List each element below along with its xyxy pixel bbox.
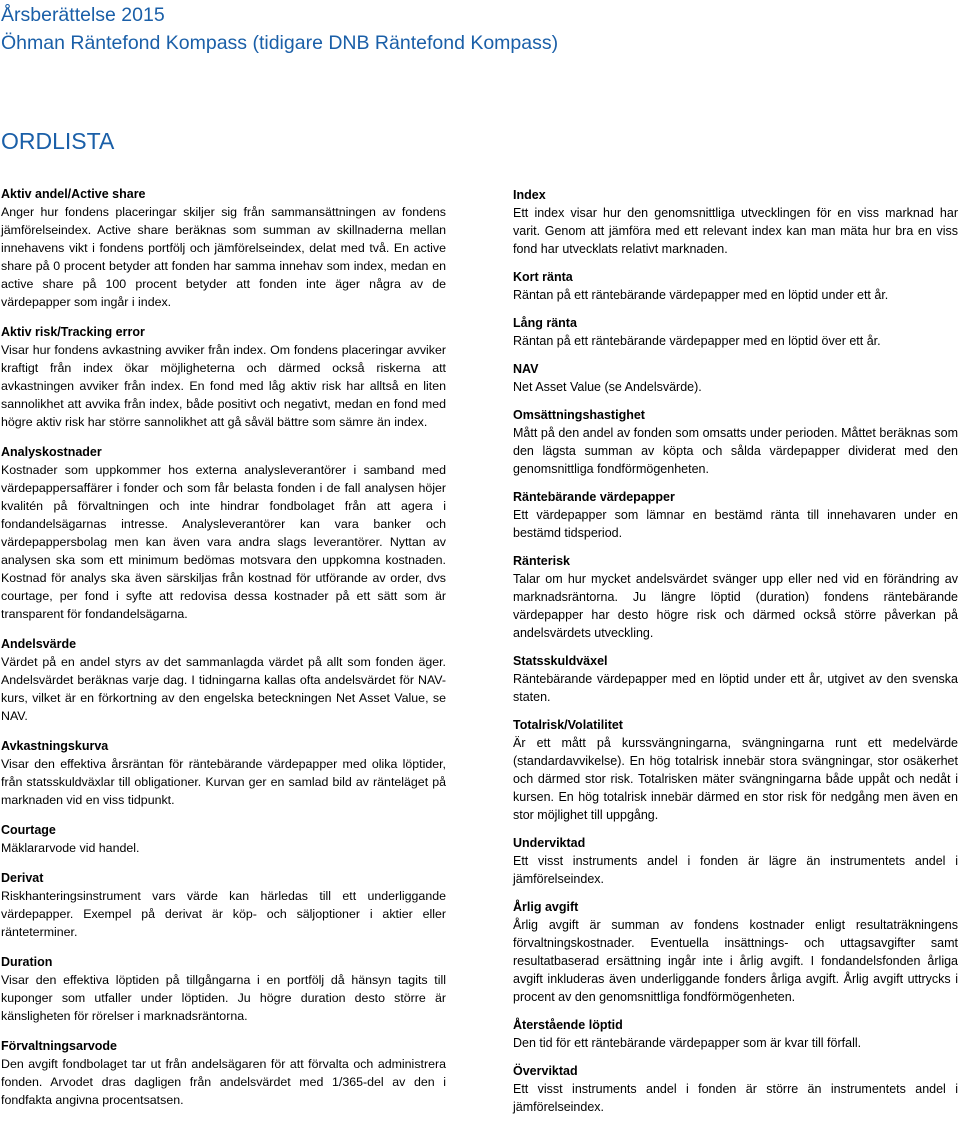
glossary-term: Omsättningshastighet <box>513 408 645 422</box>
glossary-term: Överviktad <box>513 1064 578 1078</box>
glossary-entry <box>1 869 446 941</box>
glossary-entry <box>513 186 958 258</box>
glossary-entry <box>1 185 446 311</box>
glossary-term: Totalrisk/Volatilitet <box>513 718 623 732</box>
glossary-entry <box>1 737 446 809</box>
glossary-entry <box>1 443 446 623</box>
glossary-definition: Ett visst instruments andel i fonden är större än instrumentets andel i jämförelseindex. <box>513 1082 958 1114</box>
glossary-definition: Anger hur fondens placeringar skiljer sig från sammansättningen av fondens jämförelseindex. Active share beräknas som summan av skillnaderna mellan innehavens vikt i fondens portfölj och jämförelseindex, delat med två. En active share på 0 procent betyder att fonden har samma innehav som index, medan en active share på 100 procent betyder att fonden inte äger några av de värdepapper som ingår i index. <box>1 205 446 309</box>
section-title: ORDLISTA <box>1 128 115 154</box>
glossary-entry <box>513 1016 958 1052</box>
glossary-entry <box>513 1062 958 1116</box>
glossary-definition: Kostnader som uppkommer hos externa analysleverantörer i samband med värdepappersaffärer i fonder och som får belasta fonden i de fall analysen höjer kvalitén på förvaltningen och inte hindrar fondbolaget från att agera i fondandelsägarnas intresse. Analysleverantörer kan vara banker och värdepappersbolag men kan även vara andra slags leverantörer. Nyttan av analysen ska som ett minimum bedömas motsvara den uppkomna kostnaden. Kostnad för analys ska även särskiljas från kostnad för utförande av order, dvs courtage, per fond i syfte att redovisa dessa kostnader på ett sätt som är transparent för fondandelsägarna. <box>1 463 446 621</box>
glossary-term: Statsskuldväxel <box>513 654 608 668</box>
glossary-term: NAV <box>513 362 539 376</box>
glossary-entry <box>513 716 958 824</box>
fund-name: Öhman Räntefond Kompass (tidigare DNB Räntefond Kompass) <box>1 32 559 54</box>
glossary-entry <box>513 898 958 1006</box>
glossary-term: Underviktad <box>513 836 586 850</box>
document-header <box>1 4 558 54</box>
glossary-entry <box>513 268 958 304</box>
glossary-left-column <box>1 185 446 1109</box>
glossary-definition: Riskhanteringsinstrument vars värde kan härledas till ett underliggande värdepapper. Exempel på derivat är köp- och säljoptioner i aktier eller ränteterminer. <box>1 889 446 939</box>
glossary-definition: Den tid för ett räntebärande värdepapper som är kvar till förfall. <box>513 1036 862 1050</box>
glossary-term: Ränterisk <box>513 554 570 568</box>
glossary-entry <box>1 953 446 1025</box>
glossary-term: Avkastningskurva <box>1 739 109 753</box>
glossary-definition: Ett index visar hur den genomsnittliga utvecklingen för en viss marknad har varit. Genom att jämföra med ett relevant index kan man mäta hur bra en viss fond har utvecklats relativt marknaden. <box>513 206 958 256</box>
glossary-definition: Räntebärande värdepapper med en löptid under ett år, utgivet av den svenska staten. <box>513 672 958 704</box>
glossary-definition: Är ett mått på kurssvängningarna, svängningarna runt ett medelvärde (standardavvikelse). En hög totalrisk innebär stora svängningar, stor osäkerhet och därmed stor risk. Totalrisken mäter svängningarna både uppåt och nedåt i kursen. En hög totalrisk innebär därmed en stor risk för nedgång men även en stor möjlighet till uppgång. <box>513 736 958 822</box>
glossary-term: Andelsvärde <box>1 637 77 651</box>
glossary-entry <box>1 1037 446 1109</box>
glossary-entry <box>513 552 958 642</box>
glossary-term: Förvaltningsarvode <box>1 1039 117 1053</box>
glossary-entry <box>1 635 446 725</box>
glossary-definition: Räntan på ett räntebärande värdepapper med en löptid under ett år. <box>513 288 889 302</box>
glossary-term: Lång ränta <box>513 316 577 330</box>
glossary-term: Aktiv andel/Active share <box>1 187 146 201</box>
glossary-term: Derivat <box>1 871 44 885</box>
glossary-definition: Mäklararvode vid handel. <box>1 841 140 855</box>
glossary-definition: Ett visst instruments andel i fonden är lägre än instrumentets andel i jämförelseindex. <box>513 854 958 886</box>
glossary-definition: Mått på den andel av fonden som omsatts under perioden. Måttet beräknas som den lägsta summan av köpta och sålda värdepapper dividerat med den genomsnittliga fondförmögenheten. <box>513 426 958 476</box>
glossary-definition: Net Asset Value (se Andelsvärde). <box>513 380 702 394</box>
glossary-definition: Visar hur fondens avkastning avviker från index. Om fondens placeringar avviker kraftigt från index ökar möjligheterna och därmed också riskerna att avkastningen avviker från index. En fond med låg aktiv risk har alltså en liten sannolikhet att avvika från index, både positivt och negativt, medan en fond med högre aktiv risk har större sannolikhet att gå såväl bättre som sämre än index. <box>1 343 446 429</box>
glossary-entry <box>1 323 446 431</box>
report-title: Årsberättelse 2015 <box>1 4 165 26</box>
glossary-entry <box>513 652 958 706</box>
glossary-entry <box>513 834 958 888</box>
glossary-definition: Visar den effektiva löptiden på tillgångarna i en portfölj då hänsyn tagits till kuponger som utfaller under löptiden. Ju högre duration desto större är känsligheten för rörelser i marknadsräntorna. <box>1 973 446 1023</box>
glossary-entry <box>513 406 958 478</box>
glossary-term: Kort ränta <box>513 270 573 284</box>
glossary-term: Index <box>513 188 546 202</box>
glossary-entry <box>513 314 958 350</box>
glossary-term: Räntebärande värdepapper <box>513 490 675 504</box>
glossary-right-column <box>513 186 958 1116</box>
glossary-definition: Den avgift fondbolaget tar ut från andelsägaren för att förvalta och administrera fonden. Arvodet dras dagligen från andelsvärdet med 1/365-del av den i fondfakta angivna procentsatsen. <box>1 1057 446 1107</box>
glossary-term: Analyskostnader <box>1 445 102 459</box>
glossary-term: Årlig avgift <box>513 900 579 914</box>
glossary-term: Återstående löptid <box>513 1018 623 1032</box>
glossary-definition: Visar den effektiva årsräntan för räntebärande värdepapper med olika löptider, från statsskuldväxlar till obligationer. Kurvan ger en samlad bild av ränteläget på marknaden vid en viss tidpunkt. <box>1 757 446 807</box>
glossary-definition: Årlig avgift är summan av fondens kostnader enligt resultaträkningens förvaltningskostnader. Eventuella insättnings- och uttagsavgifter samt resultatbaserad ersättning ingår inte i årlig avgift. I fondandelsfonden årliga avgift inkluderas även underliggande fonders årliga avgift. Årlig avgift uttrycks i procent av den genomsnittliga fondförmögenheten. <box>513 918 958 1004</box>
glossary-definition: Värdet på en andel styrs av det sammanlagda värdet på allt som fonden äger. Andelsvärdet beräknas varje dag. I tidningarna kallas ofta andelsvärdet för NAV-kurs, vilket är en förkortning av den engelska beteckningen Net Asset Value, se NAV. <box>1 655 446 723</box>
glossary-definition: Ett värdepapper som lämnar en bestämd ränta till innehavaren under en bestämd tidsperiod. <box>513 508 958 540</box>
glossary-definition: Talar om hur mycket andelsvärdet svänger upp eller ned vid en förändring av marknadsräntorna. Ju längre löptid (duration) fondens räntebärande värdepapper har desto högre risk och därmed också större påverkan på andelsvärdets utveckling. <box>513 572 958 640</box>
glossary-definition: Räntan på ett räntebärande värdepapper med en löptid över ett år. <box>513 334 881 348</box>
glossary-term: Aktiv risk/Tracking error <box>1 325 145 339</box>
glossary-term: Duration <box>1 955 53 969</box>
glossary-entry <box>513 360 958 396</box>
glossary-entry <box>1 821 446 857</box>
glossary-term: Courtage <box>1 823 56 837</box>
glossary-entry <box>513 488 958 542</box>
